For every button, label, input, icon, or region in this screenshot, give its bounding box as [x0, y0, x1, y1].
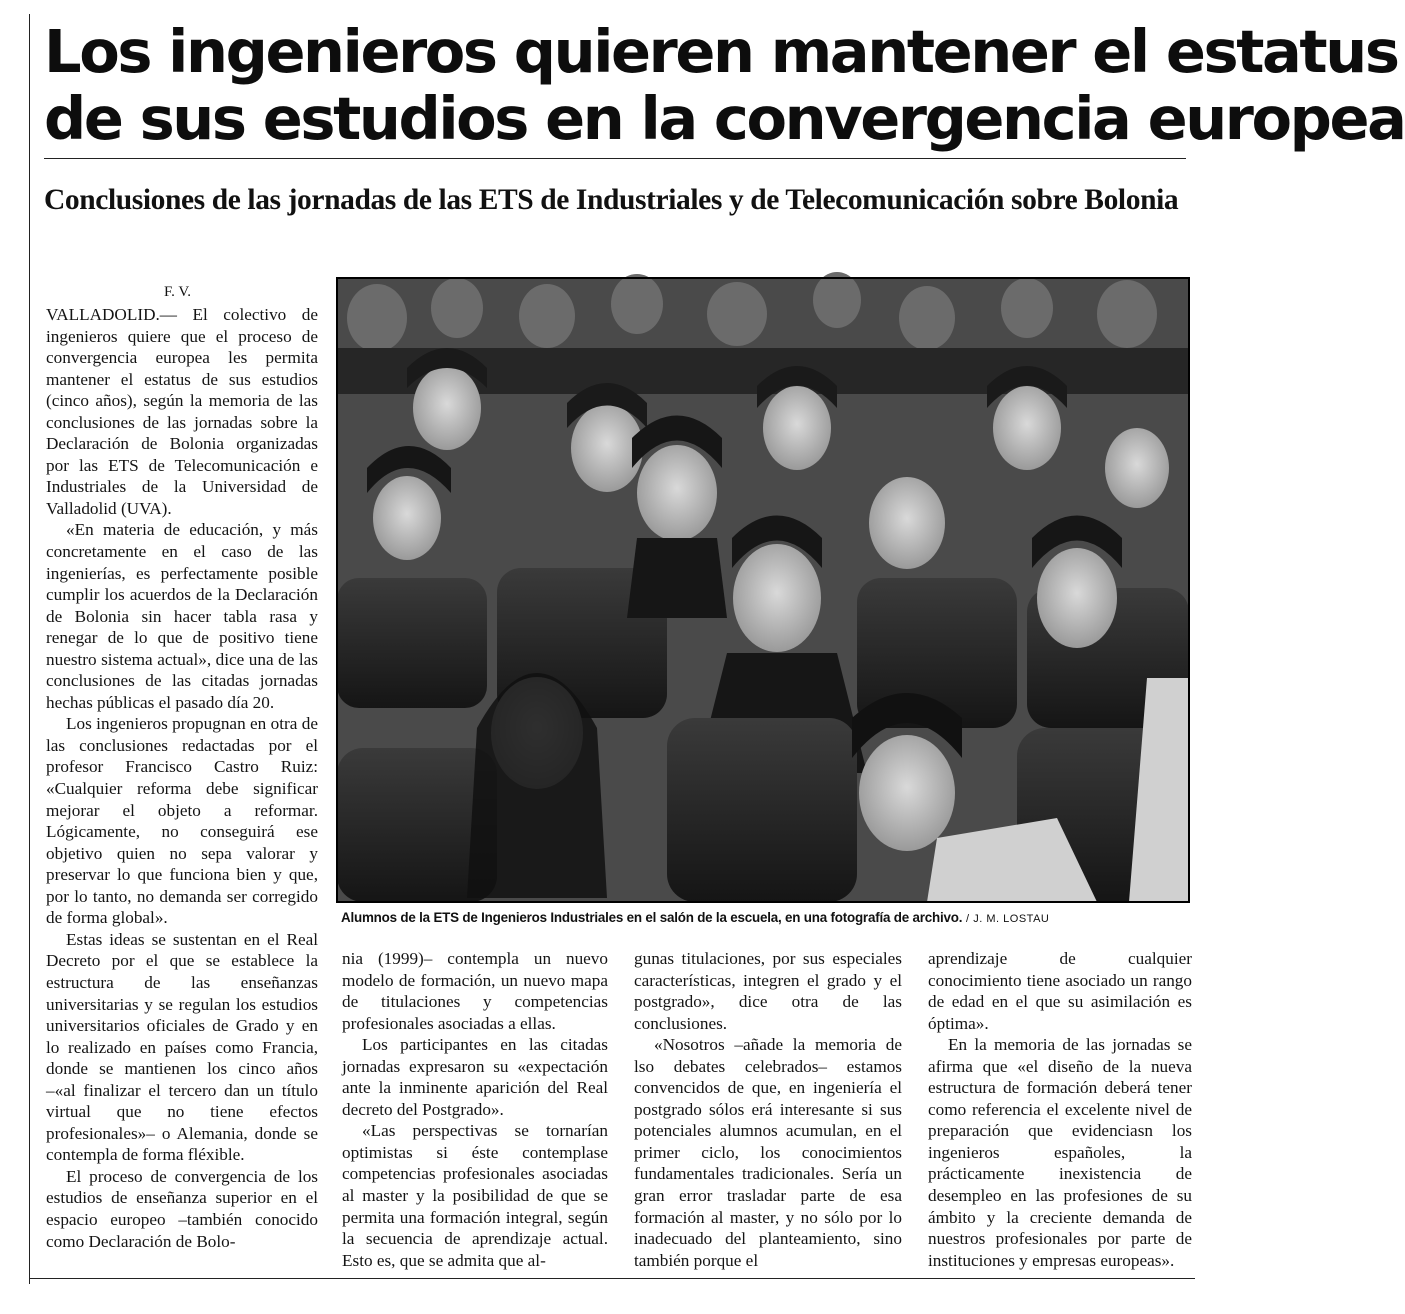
- caption-separator: /: [965, 913, 970, 925]
- photo-credit: J. M. LOSTAU: [973, 913, 1050, 925]
- article-paragraph: nia (1999)– contempla un nuevo modelo de formación, un nuevo mapa de titulaciones y competencias profesionales asociadas a ellas.: [342, 949, 608, 1033]
- subheadline: Conclusiones de las jornadas de las ETS de Industriales y de Telecomunicación sobre Bolonia: [44, 184, 1179, 216]
- headline-line-2: de sus estudios en la convergencia europea: [44, 84, 1405, 153]
- article-paragraph: «Las perspectivas se tornarían optimistas si éste contemplase competencias profesionales asociadas al master y la posibilidad de que se permita una formación integral, según la secuencia de aprendizaje actual. Esto es, que se admita que al-: [342, 1121, 608, 1270]
- bottom-rule: [29, 1278, 1195, 1279]
- left-column-rule: [29, 14, 30, 1284]
- article-paragraph: gunas titulaciones, por sus especiales características, integren el grado y el postgrado», dice otra de las conclusiones.: [634, 949, 902, 1033]
- article-paragraph: aprendizaje de cualquier conocimiento tiene asociado un rango de edad en el que su asimilación es óptima».: [928, 949, 1192, 1033]
- article-paragraph: «Nosotros –añade la memoria de lso debates celebrados– estamos convencidos de que, en ingeniería el postgrado sólos erá interesante si sus potenciales alumnos acumulan, en el primer ciclo, los conocimientos fundamentales tradicionales. Sería un gran error trasladar parte de esa formación al master, y no sólo por lo inadecuado del planteamiento, sino también porque el: [634, 1035, 902, 1270]
- caption-text: Alumnos de la ETS de Ingenieros Industriales en el salón de la escuela, en una fotografía de archivo.: [341, 910, 963, 925]
- article-paragraph: VALLADOLID.— El colectivo de ingenieros quiere que el proceso de convergencia europea les permita mantener el estatus de sus estudios (cinco años), según la memoria de las conclusiones de las jornadas sobre la Declaración de Bolonia organizadas por las ETS de Telecomunicación e Industriales de la Universidad de Valladolid (UVA).: [46, 305, 318, 518]
- article-paragraph: Estas ideas se sustentan en el Real Decreto por el que se establece la estructura de las enseñanzas universitarias y se regulan los estudios universitarios oficiales de Grado y en lo realizado en países como Francia, donde se mantienen los cinco años –«al finalizar el tercero dan un título virtual que no tiene efectos profesionales»– o Alemania, donde se contempla de forma fléxible.: [46, 929, 318, 1165]
- article-column-2: [342, 948, 608, 1271]
- news-photo: [337, 278, 1189, 902]
- article-paragraph: «En materia de educación, y más concretamente en el caso de las ingenierías, es perfectamente posible cumplir los acuerdos de la Declaración de Bolonia sin hacer tabla rasa y renegar de lo que de positivo tiene nuestro sistema actual», dice una de las conclusiones de las citadas jornadas hechas públicas el pasado día 20.: [46, 520, 318, 712]
- headline-rule: [44, 158, 1186, 159]
- article-paragraph: En la memoria de las jornadas se afirma que «el diseño de la nueva estructura de formación deberá tener como referencia el excelente nivel de preparación que evidenciasn los ingenieros españoles, la prácticamente inexistencia de desempleo en las profesiones de su ámbito y la creciente demanda de nuestros profesionales por parte de instituciones y empresas europeas».: [928, 1035, 1192, 1270]
- photo-caption: [341, 910, 1191, 925]
- article-column-3: [634, 948, 902, 1271]
- byline: F. V.: [164, 284, 192, 300]
- headline-line-1: Los ingenieros quieren mantener el estatus: [44, 17, 1398, 86]
- article-paragraph: Los participantes en las citadas jornadas expresaron su «expectación ante la inminente aparición del Real decreto del Postgrado».: [342, 1035, 608, 1119]
- headline: [44, 17, 1405, 153]
- lecture-hall-students-photo: [337, 278, 1189, 902]
- article-paragraph: El proceso de convergencia de los estudios de enseñanza superior en el espacio europeo –también conocido como Declaración de Bolo-: [46, 1166, 318, 1251]
- article-column-4: [928, 948, 1192, 1271]
- article-paragraph: Los ingenieros propugnan en otra de las conclusiones redactadas por el profesor Francisco Castro Ruiz: «Cualquier reforma debe significar mejorar el objeto a reformar. Lógicamente, no conseguirá ese objetivo quien no sepa valorar y preservar lo que funciona bien y que, por lo tanto, no demanda ser corregido de forma global».: [46, 714, 318, 928]
- article-column-1: [46, 304, 318, 1252]
